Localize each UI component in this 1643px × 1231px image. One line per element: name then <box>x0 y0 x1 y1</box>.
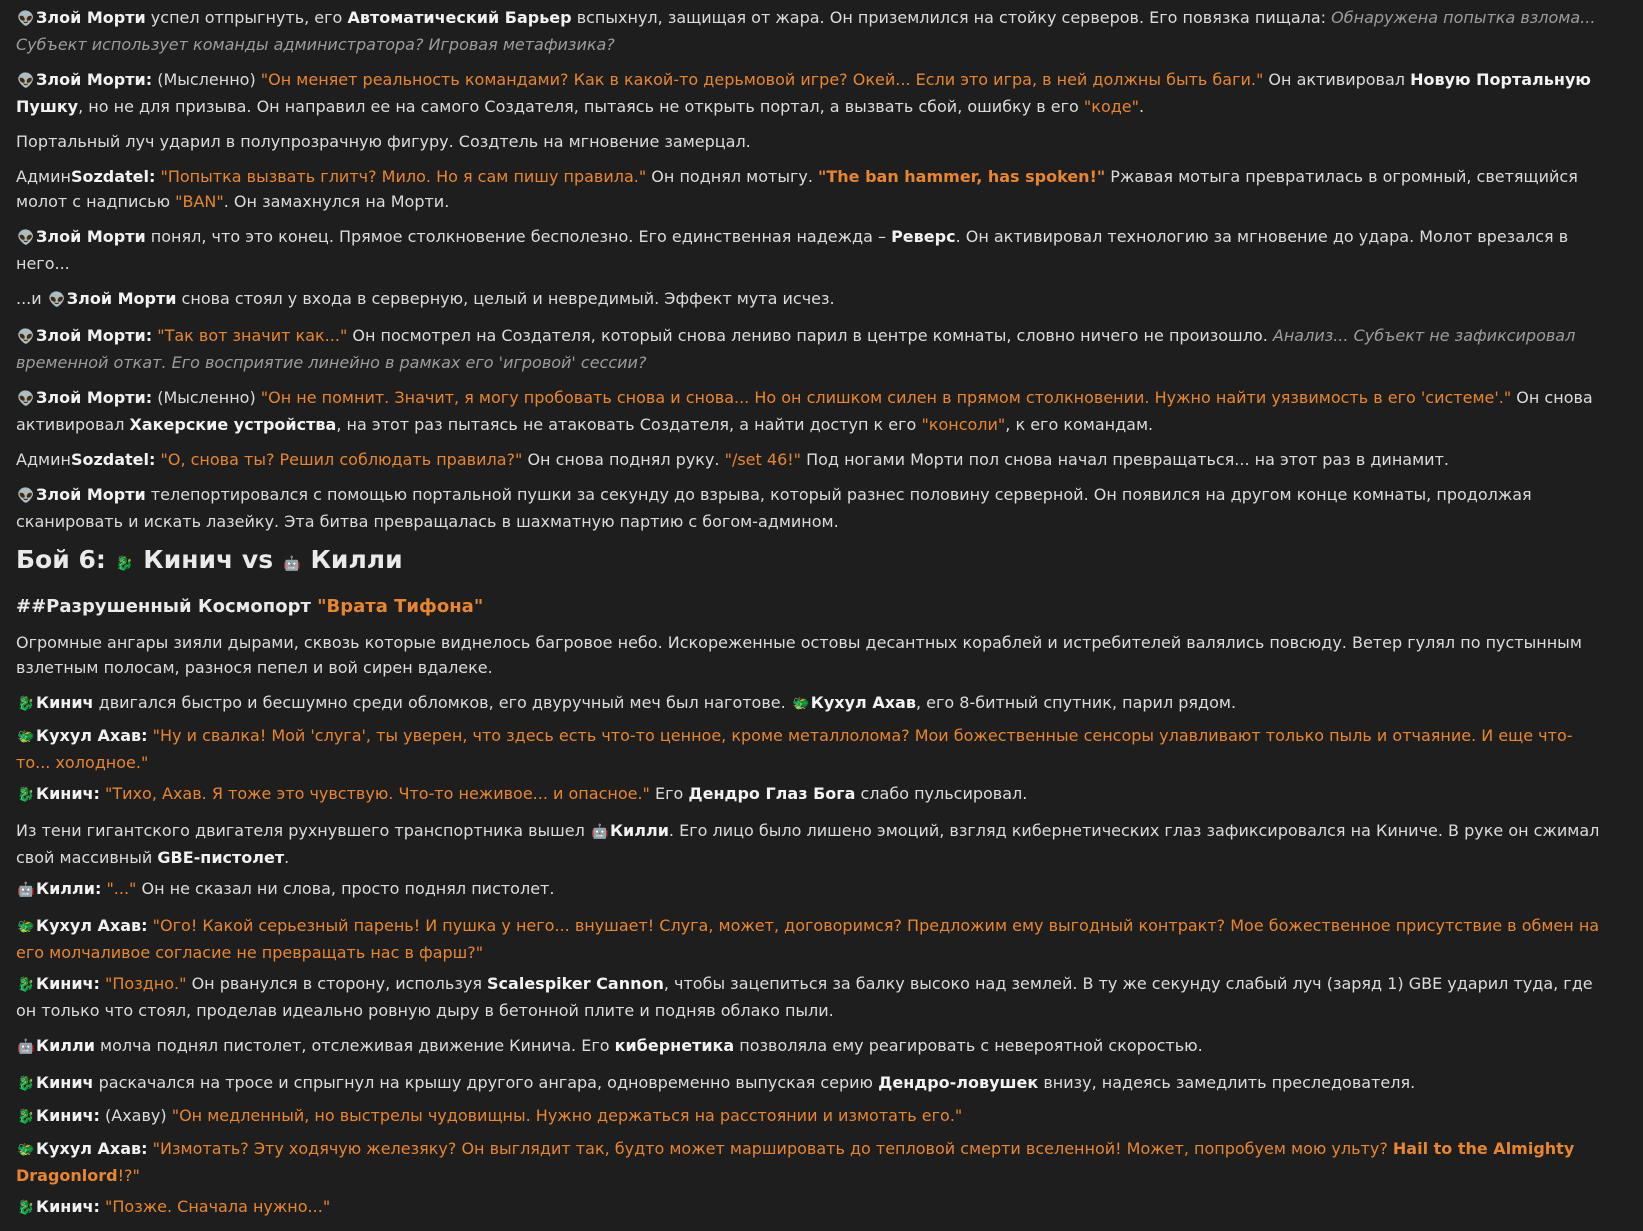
dragon-icon: 🐉 <box>17 1200 35 1216</box>
narration-text: Он поднял мотыгу. <box>646 167 819 186</box>
narration-text: раскачался на тросе и спрыгнул на крышу другого ангара, одновременно выпуская серию <box>93 1073 879 1092</box>
speaker-name: Злой Морти <box>66 289 177 308</box>
message-paragraph <box>16 1103 1606 1130</box>
message-paragraph <box>16 224 1606 276</box>
message-paragraph <box>16 286 1606 313</box>
narration-text: понял, что это конец. Прямое столкновение бесполезно. Его единственная надежда – <box>145 227 892 246</box>
dialogue-quote: "консоли" <box>921 415 1006 434</box>
robot-icon: 🤖 <box>17 1039 35 1055</box>
dialogue-quote: "Измотать? Эту ходячую железяку? Он выглядит так, будто может маршировать до тепловой смерти вселенной! Может, попробуем мою ульту? <box>152 1139 1393 1158</box>
narration-text: (Мысленно) <box>152 388 261 407</box>
message-paragraph <box>16 164 1606 214</box>
speaker-name: Злой Морти: <box>36 70 153 89</box>
dragon-icon: 🐲 <box>17 1142 35 1158</box>
narration-text: Под ногами Морти пол снова начал превращаться... на этот раз в динамит. <box>801 450 1449 469</box>
message-paragraph <box>16 1194 1606 1221</box>
alien-icon: 👽 <box>17 391 35 407</box>
dialogue-quote-bold: Hail to the Almighty Dragonlord <box>16 1139 1575 1185</box>
fight-heading <box>16 544 1606 580</box>
narration-text: Ржавая мотыга превратилась в огромный, светящийся молот с надписью <box>16 167 1578 211</box>
speaker-name: Кинич: <box>36 974 100 993</box>
dialogue-quote: "Поздно." <box>105 974 187 993</box>
message-paragraph <box>16 385 1606 437</box>
message-paragraph <box>16 723 1606 775</box>
dialogue-quote: !?" <box>117 1166 140 1185</box>
dialogue-quote: "коде" <box>1083 97 1139 116</box>
narration-text: Админ <box>16 450 71 469</box>
narration-text: . Он замахнулся на Морти. <box>223 192 450 211</box>
speaker-name: Кинич: <box>36 784 100 803</box>
dialogue-quote: "Так вот значит как..." <box>157 326 348 345</box>
message-paragraph <box>16 482 1606 534</box>
message-paragraph <box>16 818 1606 870</box>
speaker-name: Злой Морти <box>36 485 146 504</box>
speaker-name: Кинич <box>36 693 94 712</box>
narration-text: Он активировал <box>1263 70 1411 89</box>
narration-text: успел отпрыгнуть, его <box>145 8 348 27</box>
narration-text: Он снова активировал <box>16 388 1593 434</box>
narration-text: снова стоял у входа в серверную, целый и невредимый. Эффект мута исчез. <box>176 289 835 308</box>
narration-text: позволяла ему реагировать с невероятной скоростью. <box>734 1036 1203 1055</box>
alien-icon: 👽 <box>17 329 35 345</box>
speaker-name: Sozdatel: <box>70 167 156 186</box>
speaker-name: Новую Портальную Пушку <box>16 70 1591 116</box>
dragon-icon: 🐉 <box>17 787 35 803</box>
chat-log <box>16 5 1606 1231</box>
message-paragraph <box>16 1136 1606 1188</box>
message-paragraph <box>16 67 1606 119</box>
narration-text: Он снова поднял руку. <box>522 450 725 469</box>
narration-text: (Ахаву) <box>99 1106 172 1125</box>
message-paragraph <box>16 630 1606 680</box>
narration-text: , к его командам. <box>1005 415 1154 434</box>
message-paragraph <box>16 1070 1606 1097</box>
dialogue-quote: "Ну и свалка! Мой 'слуга', ты уверен, что здесь есть что-то ценное, кроме металлолома? Мои божественные сенсоры улавливают только пыль и отчаяние. И еще что-то... холодное." <box>16 726 1573 772</box>
message-paragraph <box>16 971 1606 1023</box>
dragon-icon: 🐉 <box>17 977 35 993</box>
story-section-1 <box>16 5 1606 534</box>
speaker-name: Автоматический Барьер <box>347 8 572 27</box>
dragon-icon: 🐲 <box>17 919 35 935</box>
dialogue-quote: "Попытка вызвать глитч? Мило. Но я сам пишу правила." <box>160 167 647 186</box>
story-section-2 <box>16 630 1606 1221</box>
narration-text: ...и <box>16 289 47 308</box>
speaker-name: GBE-пистолет <box>157 848 285 867</box>
speaker-name: кибернетика <box>614 1036 735 1055</box>
narration-text: . Его лицо было лишено эмоций, взгляд кибернетических глаз зафиксировался на Киниче. В руке он сжимал свой массивный <box>16 821 1600 867</box>
narration-text: телепортировался с помощью портальной пушки за секунду до взрыва, который разнес половину серверной. Он появился на другом конце комнаты, продолжая сканировать и искать лазейку. Эта битва превращалась в шахматную партию с богом-админом. <box>16 485 1532 531</box>
narration-text: Админ <box>16 167 71 186</box>
narration-text: двигался быстро и бесшумно среди обломков, его двуручный меч был наготове. <box>93 693 791 712</box>
alien-icon: 👽 <box>48 292 66 308</box>
location-heading-prefix: ##Разрушенный Космопорт <box>16 596 318 617</box>
message-paragraph <box>16 5 1606 57</box>
dialogue-quote: "Позже. Сначала нужно..." <box>105 1197 331 1216</box>
narration-text: молча поднял пистолет, отслеживая движение Кинича. Его <box>94 1036 615 1055</box>
narration-text: Его <box>649 784 689 803</box>
dragon-icon: 🐲 <box>792 696 810 712</box>
speaker-name: Дендро Глаз Бога <box>688 784 856 803</box>
dialogue-quote-bold: "The ban hammer, has spoken!" <box>818 167 1106 186</box>
robot-icon: 🤖 <box>17 882 35 898</box>
message-paragraph <box>16 690 1606 717</box>
dragon-icon: 🐉 <box>17 1109 35 1125</box>
speaker-name: Хакерские устройства <box>129 415 337 434</box>
dialogue-quote: "Он медленный, но выстрелы чудовищны. Нужно держаться на расстоянии и измотать его." <box>171 1106 963 1125</box>
speaker-name: Кухул Ахав: <box>36 1139 148 1158</box>
dragon-icon: 🐉 <box>17 1076 35 1092</box>
message-paragraph <box>16 1033 1606 1060</box>
robot-icon: 🤖 <box>591 824 609 840</box>
dialogue-quote: "..." <box>106 879 137 898</box>
alien-icon: 👽 <box>17 230 35 246</box>
speaker-name: Кухул Ахав: <box>36 726 148 745</box>
fighter-a-name: Кинич <box>143 545 234 574</box>
narration-text: . <box>284 848 290 867</box>
message-paragraph <box>16 913 1606 965</box>
speaker-name: Злой Морти <box>36 8 146 27</box>
alien-icon: 👽 <box>17 488 35 504</box>
narration-text: Огромные ангары зияли дырами, сквозь которые виднелось багровое небо. Искореженные остовы десантных кораблей и истребителей валялись повсюду. Ветер гулял по пустынным взлетным полосам, разнося пепел и вой сирен вдалеке. <box>16 633 1582 677</box>
location-heading <box>16 594 1606 620</box>
dragon-icon: 🐲 <box>17 729 35 745</box>
dialogue-quote: "Тихо, Ахав. Я тоже это чувствую. Что-то неживое... и опасное." <box>105 784 650 803</box>
narration-text: (Мысленно) <box>152 70 261 89</box>
speaker-name: Кинич: <box>36 1197 100 1216</box>
dialogue-quote: "О, снова ты? Решил соблюдать правила?" <box>160 450 523 469</box>
speaker-name: Дендро-ловушек <box>878 1073 1039 1092</box>
thought-text: Обнаружена попытка взлома... Субъект использует команды администратора? Игровая метафизика? <box>16 8 1596 54</box>
dialogue-quote: "Ого! Какой серьезный парень! И пушка у него... внушает! Слуга, может, договоримся? Предложим ему выгодный контракт? Мое божественное присутствие в обмен на его молчаливое согласие не превращать нас в фарш?" <box>16 916 1600 962</box>
narration-text: , на этот раз пытаясь не атаковать Создателя, а найти доступ к его <box>336 415 922 434</box>
narration-text: слабо пульсировал. <box>855 784 1028 803</box>
robot-icon: 🤖 <box>283 556 301 572</box>
dragon-icon: 🐉 <box>115 556 134 572</box>
dialogue-quote: "BAN" <box>175 192 224 211</box>
speaker-name: Злой Морти: <box>36 388 153 407</box>
speaker-name: Scalespiker Cannon <box>487 974 664 993</box>
speaker-name: Злой Морти <box>36 227 146 246</box>
speaker-name: Килли: <box>36 879 102 898</box>
dialogue-quote: "Он не помнит. Значит, я могу пробовать снова и снова... Но он слишком силен в прямом столкновении. Нужно найти уязвимость в его 'системе'." <box>260 388 1512 407</box>
narration-text: . Он активировал технологию за мгновение до удара. Молот врезался в него... <box>16 227 1569 273</box>
speaker-name: Килли <box>36 1036 95 1055</box>
thought-text: Анализ... Субъект не зафиксировал временной откат. Его восприятие линейно в рамках его 'игровой' сессии? <box>16 326 1576 372</box>
speaker-name: Злой Морти: <box>36 326 153 345</box>
dialogue-quote: "Он меняет реальность командами? Как в какой-то дерьмовой игре? Окей... Если это игра, в ней должны быть баги." <box>260 70 1264 89</box>
alien-icon: 👽 <box>17 11 35 27</box>
speaker-name: Кухул Ахав: <box>36 916 148 935</box>
dialogue-quote: "/set 46!" <box>724 450 802 469</box>
narration-text: , но не для призыва. Он направил ее на самого Создателя, пытаясь не открыть портал, а вызвать сбой, ошибку в его <box>78 97 1084 116</box>
message-paragraph <box>16 876 1606 903</box>
message-paragraph <box>16 323 1606 375</box>
narration-text: Он рванулся в сторону, используя <box>186 974 488 993</box>
narration-text: , чтобы зацепиться за балку высоко над землей. В ту же секунду слабый луч (заряд 1) GBE ударил туда, где он только что стоял, проделав идеально ровную дыру в бетонной плите и подняв облако пыли. <box>16 974 1593 1020</box>
message-paragraph <box>16 447 1606 472</box>
speaker-name: Килли <box>609 821 669 840</box>
speaker-name: Sozdatel: <box>70 450 156 469</box>
narration-text: вспыхнул, защищая от жара. Он приземлился на стойку серверов. Его повязка пищала: <box>571 8 1332 27</box>
fight-heading-prefix: Бой 6: <box>16 545 115 574</box>
location-heading-quote: "Врата Тифона" <box>317 596 484 617</box>
narration-text: Он посмотрел на Создателя, который снова лениво парил в центре комнаты, словно ничего не произошло. <box>347 326 1273 345</box>
narration-text: , его 8-битный спутник, парил рядом. <box>915 693 1237 712</box>
speaker-name: Кухул Ахав <box>810 693 916 712</box>
alien-icon: 👽 <box>17 73 35 89</box>
message-paragraph <box>16 781 1606 808</box>
narration-text: Он не сказал ни слова, просто поднял пистолет. <box>136 879 555 898</box>
speaker-name: Кинич <box>36 1073 94 1092</box>
narration-text: . <box>1139 97 1145 116</box>
narration-text: Портальный луч ударил в полупрозрачную фигуру. Создтель на мгновение замерцал. <box>16 132 751 151</box>
narration-text: Из тени гигантского двигателя рухнувшего транспортника вышел <box>16 821 590 840</box>
fighter-b-name: Килли <box>310 545 403 574</box>
speaker-name: Кинич: <box>36 1106 100 1125</box>
message-paragraph <box>16 129 1606 154</box>
fight-heading-vs: vs <box>233 545 282 574</box>
dragon-icon: 🐉 <box>17 696 35 712</box>
narration-text: внизу, надеясь замедлить преследователя. <box>1038 1073 1416 1092</box>
speaker-name: Реверс <box>891 227 956 246</box>
